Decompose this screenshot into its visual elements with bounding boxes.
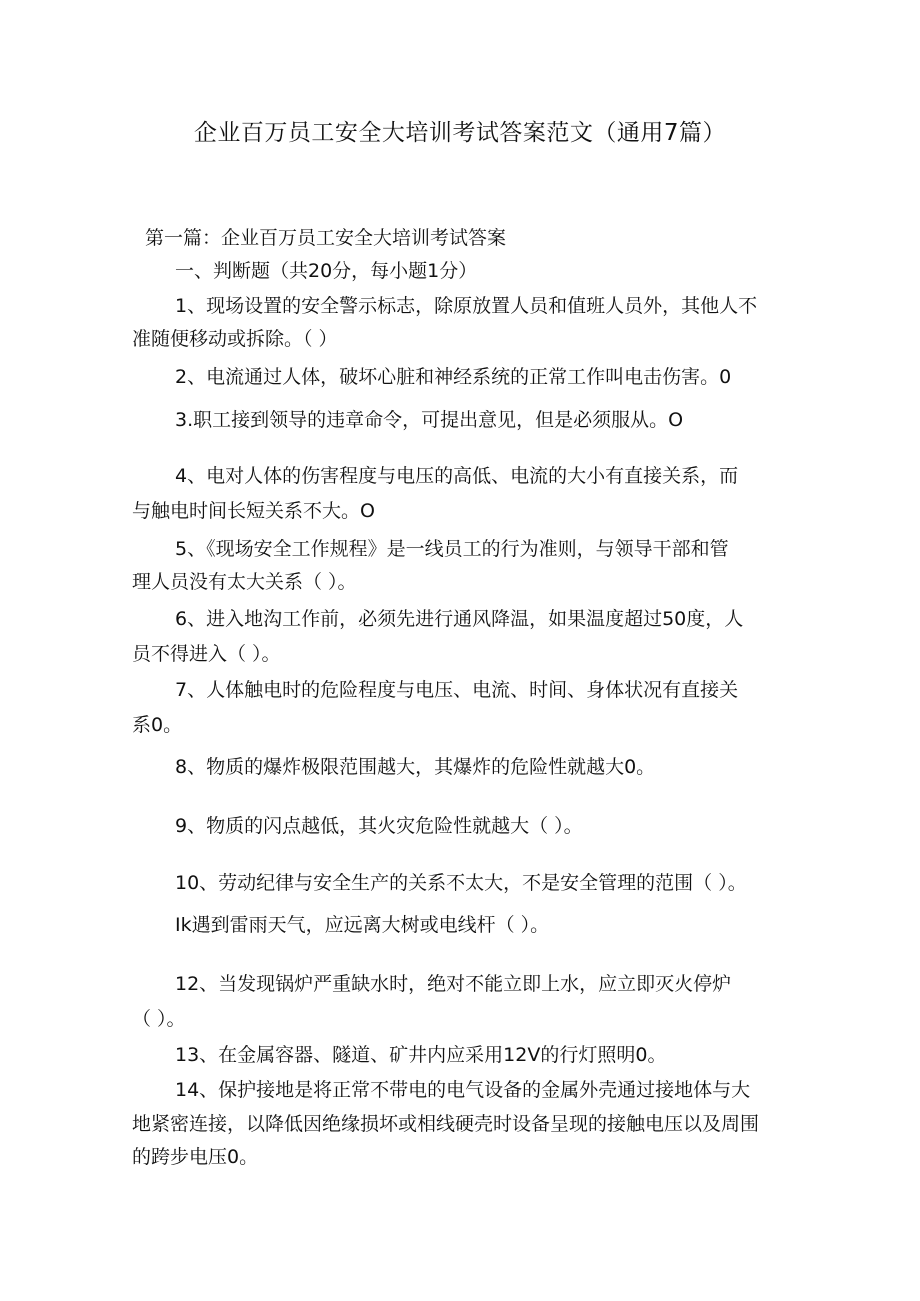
question-13-line-1: 13、在金属容器、隧道、矿井内应采用12V的行灯照明0。	[175, 1044, 667, 1066]
question-9-line-1: 9、物质的闪点越低，其火灾危险性就越大（ ）。	[175, 815, 583, 837]
question-12-line-1: 12、当发现锅炉严重缺水时，绝对不能立即上水，应立即灭火停炉	[175, 973, 732, 995]
question-7-line-2: 系0。	[132, 714, 183, 736]
part-heading: 一、判断题（共20分，每小题1分）	[175, 260, 478, 282]
question-12-line-2: （ ）。	[132, 1008, 186, 1030]
document-title: 企业百万员工安全大培训考试答案范文（通用7篇）	[193, 120, 727, 146]
question-2-line-1: 2、电流通过人体，破坏心脏和神经系统的正常工作叫电击伤害。0	[175, 366, 732, 388]
question-7-line-1: 7、人体触电时的危险程度与电压、电流、时间、身体状况有直接关	[175, 679, 739, 701]
question-10-line-1: 10、劳动纪律与安全生产的关系不太大，不是安全管理的范围（ ）。	[175, 872, 747, 894]
question-5-line-1: 5、《现场安全工作规程》是一线员工的行为准则，与领导干部和管	[175, 538, 729, 560]
question-6-line-2: 员不得进入（ ）。	[132, 643, 281, 665]
question-5-line-2: 理人员没有太大关系（ ）。	[132, 571, 357, 593]
question-14-line-1: 14、保护接地是将正常不带电的电气设备的金属外壳通过接地体与大	[175, 1079, 751, 1101]
question-14-line-2: 地紧密连接，以降低因绝缘损坏或相线硬壳时设备呈现的接触电压以及周围	[132, 1113, 760, 1135]
question-6-line-1: 6、进入地沟工作前，必须先进行通风降温，如果温度超过50度，人	[175, 608, 744, 630]
question-1-line-2: 准随便移动或拆除。（ ）	[132, 328, 338, 350]
question-1-line-1: 1、现场设置的安全警示标志，除原放置人员和值班人员外，其他人不	[175, 295, 758, 317]
question-3-line-1: 3.职工接到领导的违章命令，可提出意见，但是必须服从。O	[175, 409, 684, 431]
question-8-line-1: 8、物质的爆炸极限范围越大，其爆炸的危险性就越大0。	[175, 756, 656, 778]
question-14-line-3: 的跨步电压0。	[132, 1146, 259, 1168]
section-heading: 第一篇：企业百万员工安全大培训考试答案	[145, 227, 507, 249]
question-11-line-1: Ik遇到雷雨天气，应远离大树或电线杆（ ）。	[175, 914, 550, 936]
question-4-line-2: 与触电时间长短关系不大。O	[132, 500, 375, 522]
question-4-line-1: 4、电对人体的伤害程度与电压的高低、电流的大小有直接关系，而	[175, 465, 739, 487]
